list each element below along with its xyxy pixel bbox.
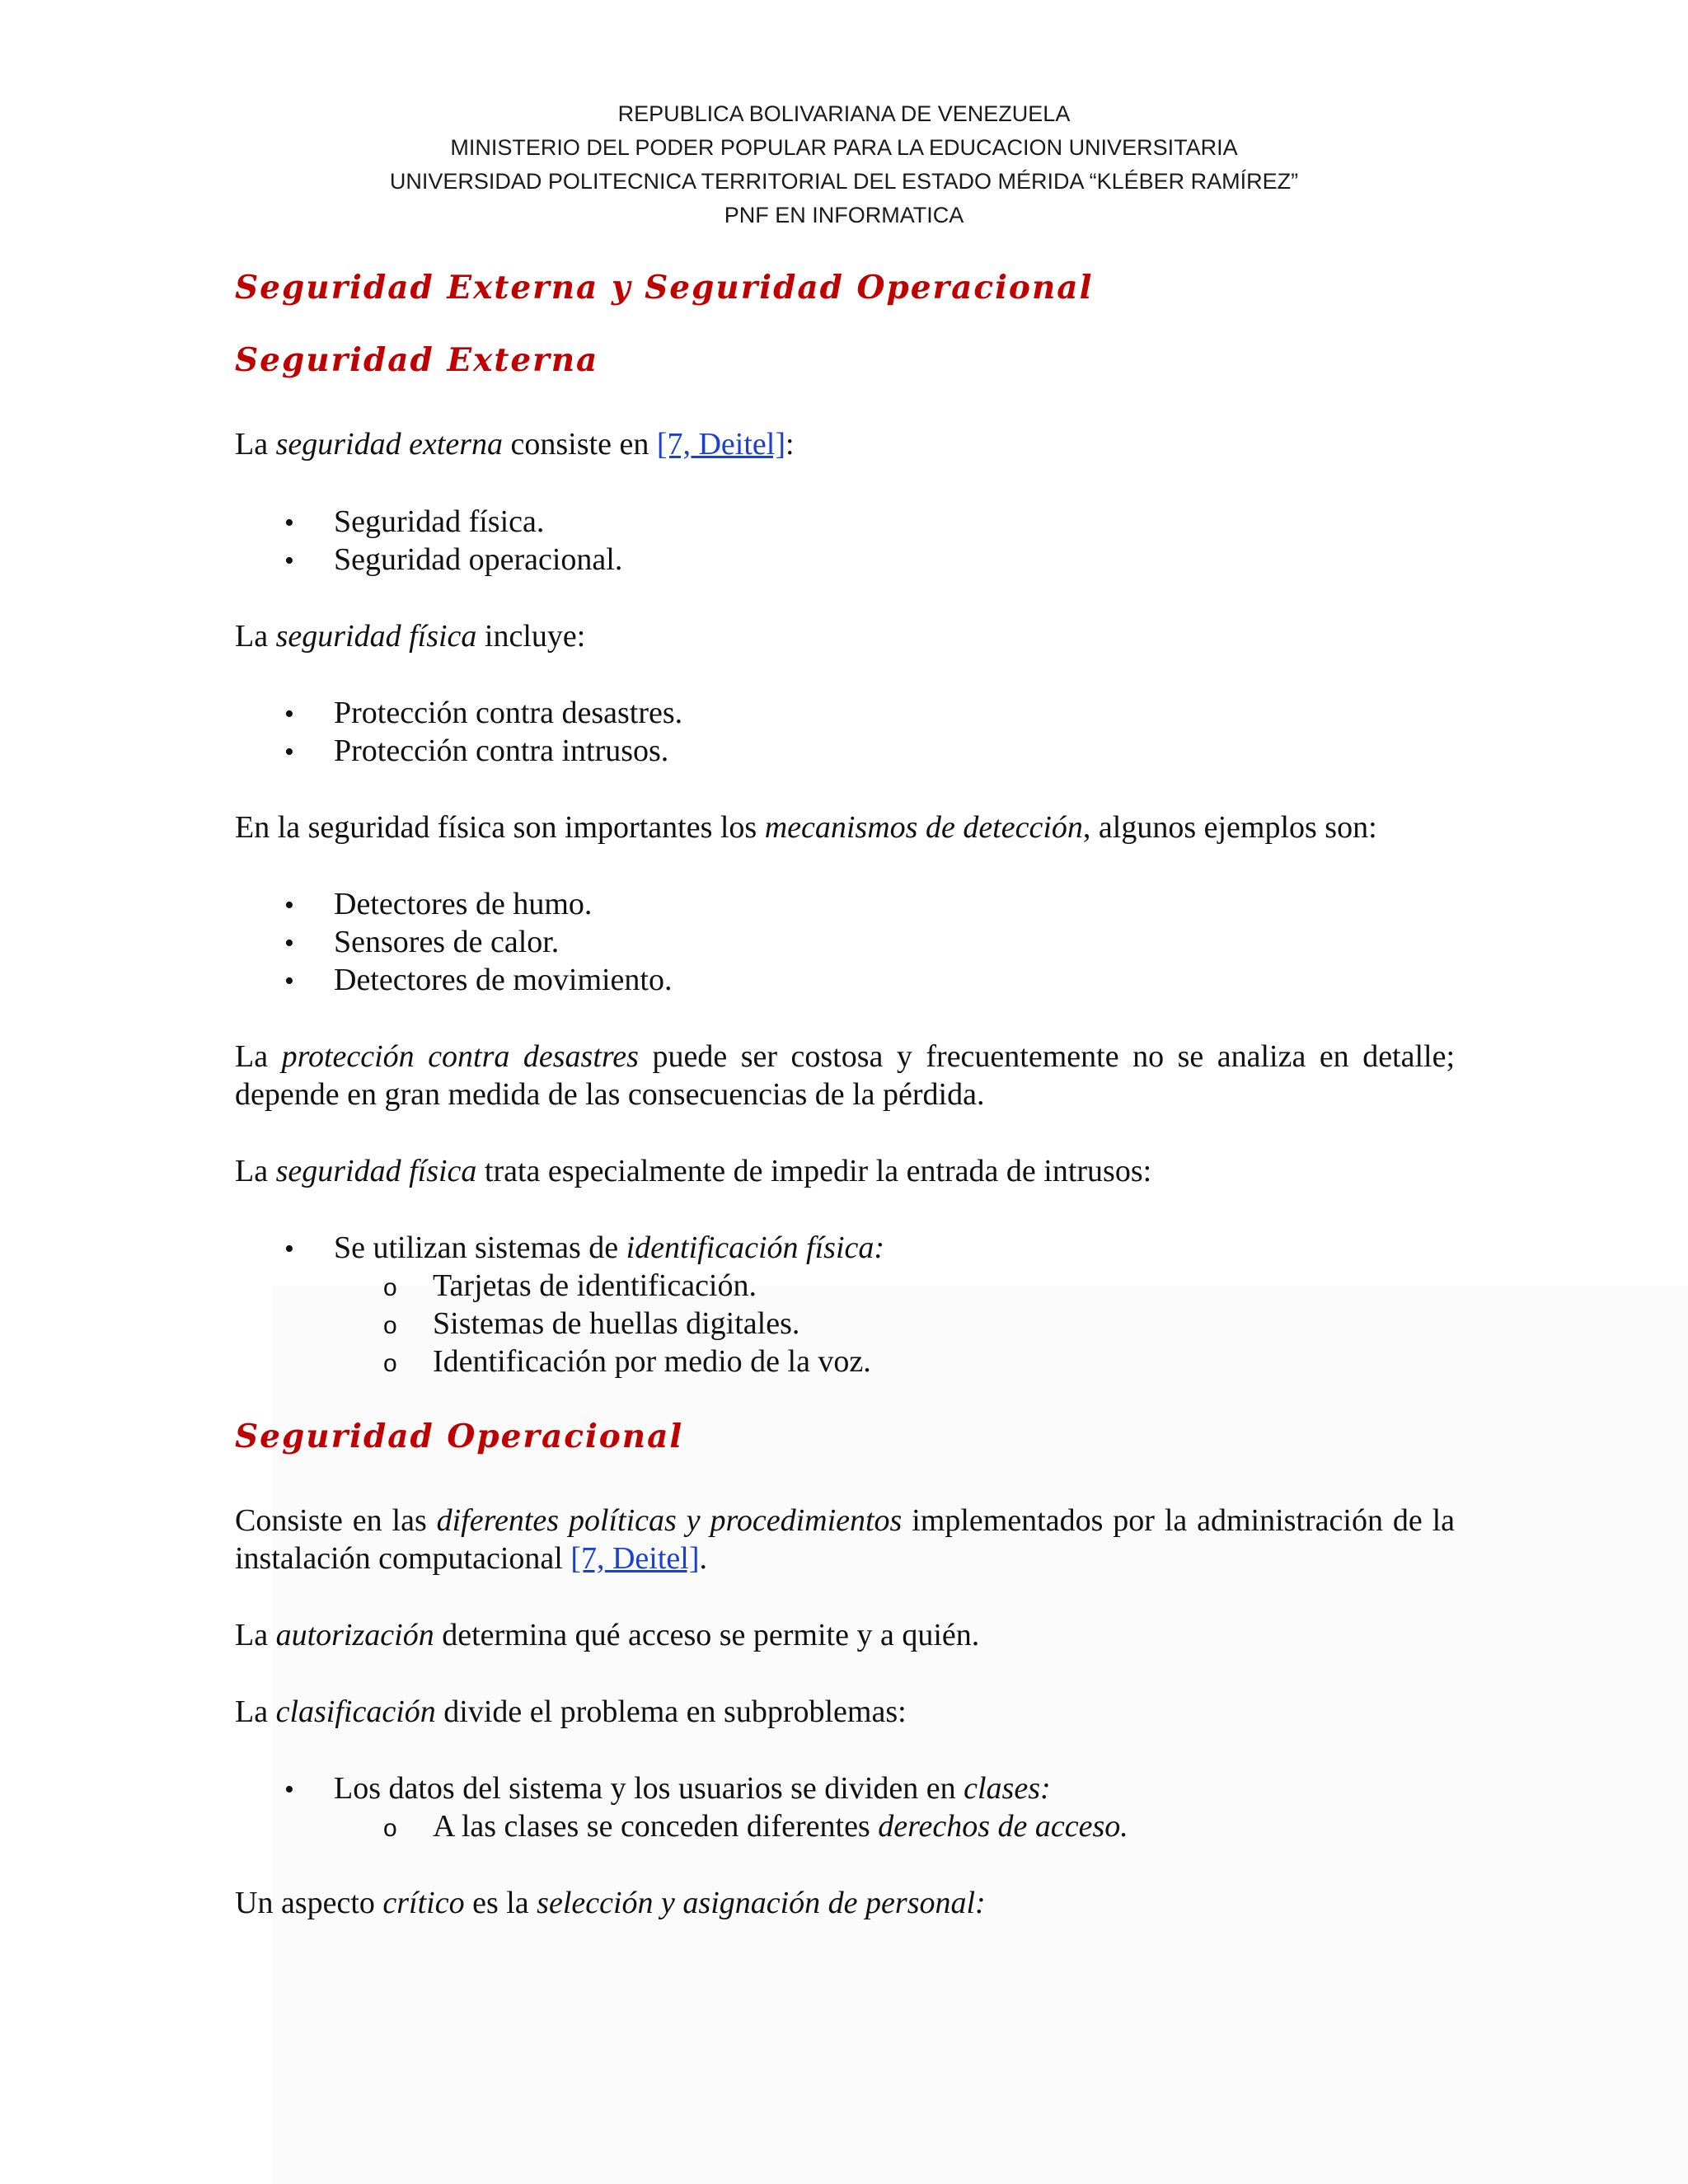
citation-link-deitel[interactable]: [7, Deitel] [656, 427, 785, 462]
list-item: • Se utilizan sistemas de identificación física: [284, 1230, 885, 1265]
list-item: • Protección contra desastres. [284, 696, 683, 730]
sub-list-item: o A las clases se conceden diferentes derechos de acceso. [383, 1809, 1128, 1844]
paragraph-politicas-procedimientos: Consiste en las diferentes políticas y procedimientos implementados por la administración de la instalación computacional [7, Deitel]. [235, 1503, 1455, 1576]
citation-link-deitel[interactable]: [7, Deitel] [570, 1541, 700, 1576]
list-item: • Detectores de humo. [284, 887, 593, 921]
paragraph-externa-intro: La seguridad externa consiste en [7, Deitel]: [235, 427, 795, 462]
header-line-republic: REPUBLICA BOLIVARIANA DE VENEZUELA [617, 101, 1071, 126]
sub-list-item: o Identificación por medio de la voz. [383, 1344, 871, 1379]
list-item: • Seguridad operacional. [284, 542, 623, 577]
document-header [0, 97, 1688, 232]
sub-list-item: o Tarjetas de identificación. [383, 1268, 757, 1303]
list-item: • Detectores de movimiento. [284, 963, 673, 997]
header-line-ministry: MINISTERIO DEL PODER POPULAR PARA LA EDUCACION UNIVERSITARIA [450, 135, 1238, 160]
paragraph-seleccion-personal: Un aspecto crítico es la selección y asignación de personal: [235, 1886, 986, 1920]
list-item: • Los datos del sistema y los usuarios se dividen en clases: [284, 1771, 1051, 1806]
paragraph-impedir-intrusos: La seguridad física trata especialmente de impedir la entrada de intrusos: [235, 1154, 1152, 1188]
section-heading-seguridad-operacional: Seguridad Operacional [235, 1418, 684, 1455]
paragraph-proteccion-desastres: La protección contra desastres puede ser costosa y frecuentemente no se analiza en detalle; depende en gran medida de las consecuencias de la pérdida. [235, 1039, 1456, 1112]
header-line-program: PNF EN INFORMATICA [724, 203, 964, 227]
paragraph-fisica-incluye: La seguridad física incluye: [235, 619, 586, 654]
document-title: Seguridad Externa y Seguridad Operacional [235, 269, 1094, 307]
list-item: • Protección contra intrusos. [284, 733, 669, 768]
paragraph-autorizacion: La autorización determina qué acceso se permite y a quién. [235, 1618, 980, 1652]
list-item: • Sensores de calor. [284, 925, 560, 959]
sub-list-item: o Sistemas de huellas digitales. [383, 1306, 800, 1341]
section-heading-seguridad-externa: Seguridad Externa [235, 341, 599, 379]
list-item: • Seguridad física. [284, 504, 545, 539]
paragraph-mecanismos-deteccion: En la seguridad física son importantes los mecanismos de detección, algunos ejemplos son: [235, 810, 1377, 845]
header-line-university: UNIVERSIDAD POLITECNICA TERRITORIAL DEL ESTADO MÉRIDA “KLÉBER RAMÍREZ” [389, 169, 1299, 194]
paragraph-clasificacion: La clasificación divide el problema en subproblemas: [235, 1694, 907, 1729]
